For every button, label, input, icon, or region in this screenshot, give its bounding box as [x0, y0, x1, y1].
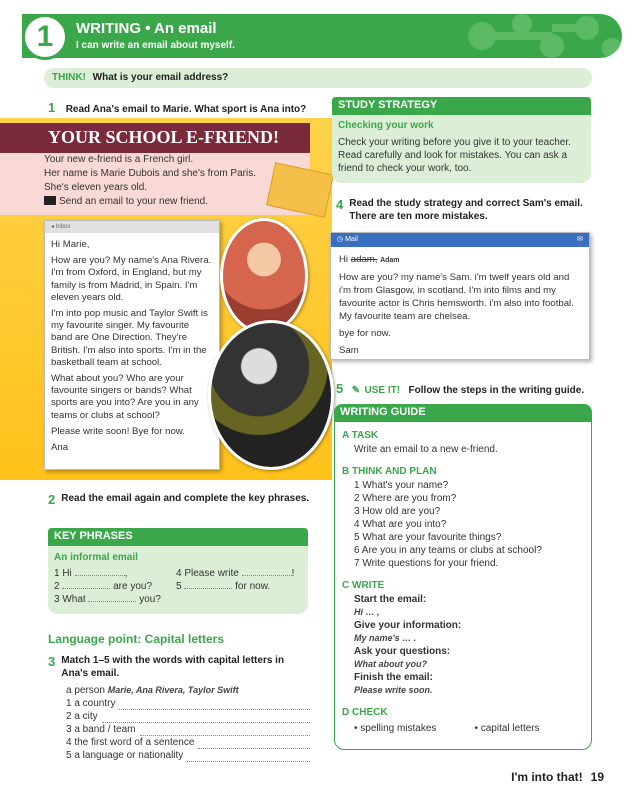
phrase-end: ! — [291, 568, 295, 579]
write-step-example: What about you? — [354, 659, 427, 669]
photo-girl — [220, 218, 308, 334]
section-b-title: B THINK AND PLAN — [342, 466, 437, 477]
writing-guide-title: WRITING GUIDE — [334, 404, 592, 422]
use-it-label: USE IT! — [364, 385, 401, 396]
section-d-title: D CHECK — [342, 707, 388, 718]
footer-title: I'm into that! — [511, 770, 583, 784]
email-signature: Sam — [339, 345, 359, 356]
email-paragraph: How are you? My name's Ana Rivera. I'm from Oxford, in England, but my family is from Madrid, in Spain. I'm eleven years old. — [51, 255, 212, 303]
efriend-line: Your new e-friend is a French girl. — [44, 154, 194, 165]
example-answer: Marie, Ana Rivera, Taylor Swift — [107, 685, 239, 695]
unit-number-badge: 1 — [22, 14, 68, 60]
mail-bar — [331, 233, 589, 247]
task-3 — [48, 654, 310, 680]
match-item: 1 a country — [66, 698, 116, 709]
email-paragraph: bye for now. — [339, 328, 391, 339]
writing-guide-content — [342, 430, 586, 735]
check-item: spelling mistakes — [360, 723, 437, 734]
key-phrases-subtitle: An informal email — [54, 552, 138, 563]
match-item: 3 a band / team — [66, 724, 136, 735]
think-bar — [44, 68, 592, 88]
list-item: 3 How old are you? — [354, 506, 441, 517]
task-text: Match 1–5 with the words with capital letters in Ana's email. — [61, 655, 285, 679]
answer-blank[interactable] — [75, 567, 125, 576]
pattern-decoration — [442, 14, 622, 58]
page-title: WRITING • An email — [76, 20, 217, 37]
write-step-label: Finish the email: — [354, 672, 433, 683]
task-number: 5 — [336, 381, 344, 396]
answer-line[interactable] — [119, 697, 310, 710]
email-paragraph: Please write soon! Bye for now. — [51, 425, 185, 437]
task-number: 2 — [48, 492, 56, 507]
task-2 — [48, 492, 310, 507]
phrase: 3 What — [54, 594, 86, 605]
section-d-list: • spelling mistakes • capital letters — [354, 723, 540, 734]
mail-label: Mail — [345, 236, 358, 243]
write-step-example: My name's … . — [354, 633, 417, 643]
answer-line[interactable] — [102, 710, 310, 723]
envelope-icon — [44, 196, 56, 205]
section-c-list — [354, 593, 586, 697]
phrase-end: , — [124, 568, 128, 579]
task-5 — [336, 380, 584, 398]
section-c-title: C WRITE — [342, 580, 385, 591]
phrase: 1 Hi — [54, 568, 72, 579]
greeting-pre: Hi — [339, 254, 351, 265]
task-1 — [48, 99, 306, 117]
email-greeting: Hi Marie, — [51, 239, 90, 250]
answer-line[interactable] — [187, 749, 310, 762]
task-number: 3 — [48, 654, 56, 669]
envelope-icon: ✉ — [577, 236, 583, 243]
list-item: 1 What's your name? — [354, 480, 449, 491]
answer-blank[interactable] — [88, 593, 136, 602]
task-number: 1 — [48, 100, 56, 115]
check-item: capital letters — [480, 723, 540, 734]
write-step-label: Ask your questions: — [354, 646, 451, 657]
write-step-label: Start the email: — [354, 594, 427, 605]
list-item: 5 What are your favourite things? — [354, 532, 502, 543]
sam-email — [330, 232, 590, 360]
example-label: a person — [66, 685, 105, 696]
list-item: 4 What are you into? — [354, 519, 447, 530]
pencil-icon: ✎ — [351, 385, 361, 396]
task-text: Read Ana's email to Marie. What sport is Ana into? — [65, 104, 307, 115]
key-phrases-content — [54, 552, 304, 606]
think-text: What is your email address? — [92, 72, 229, 83]
write-step-label: Give your information: — [354, 620, 462, 631]
match-item: 5 a language or nationality — [66, 750, 184, 761]
phrase: 5 — [176, 581, 182, 592]
task-number: 4 — [336, 197, 344, 212]
phrase: 2 — [54, 581, 60, 592]
section-a-title: A TASK — [342, 430, 379, 441]
phrase-end: you? — [139, 594, 161, 605]
task-text: Read the study strategy and correct Sam's email. There are ten more mistakes. — [349, 198, 583, 222]
answer-blank[interactable] — [184, 580, 232, 589]
match-item: 2 a city — [66, 711, 98, 722]
section-b-list — [354, 479, 586, 570]
study-strategy-title: STUDY STRATEGY — [332, 97, 591, 115]
answer-blank[interactable] — [62, 580, 110, 589]
efriend-title: YOUR SCHOOL E-FRIEND! — [0, 123, 310, 153]
study-strategy-subtitle: Checking your work — [338, 120, 434, 131]
list-item: 6 Are you in any teams or clubs at school? — [354, 545, 542, 556]
efriend-line: She's eleven years old. — [44, 182, 148, 193]
page-subtitle: I can write an email about myself. — [76, 40, 235, 51]
phrase-end: are you? — [113, 581, 153, 592]
key-phrases-title: KEY PHRASES — [48, 528, 308, 546]
email-paragraph: What about you? Who are your favourite singers or bands? What sports are you into? Are you in any teams or clubs at school? — [51, 373, 199, 421]
study-strategy-text: Check your writing before you give it to your teacher. Read carefully and look for mistakes. You can ask a friend to check your work, too. — [338, 137, 571, 174]
match-item: 4 the first word of a sentence — [66, 737, 195, 748]
inbox-label: Inbox — [55, 224, 71, 230]
list-item: 2 Where are you from? — [354, 493, 457, 504]
efriend-send: Send an email to your new friend. — [59, 196, 208, 207]
answer-line[interactable] — [198, 736, 310, 749]
page-footer — [511, 770, 604, 784]
phrase: 4 Please write — [176, 568, 239, 579]
inbox-bar: ◂ Inbox — [45, 221, 219, 233]
greeting-error: adam, — [350, 254, 378, 265]
list-item: 7 Write questions for your friend. — [354, 558, 499, 569]
greeting-correction: Adam — [380, 257, 400, 264]
think-label: THINK! — [52, 72, 86, 83]
write-step-example: Hi … , — [354, 607, 380, 617]
efriend-line: Her name is Marie Dubois and she's from Paris. — [44, 168, 256, 179]
answer-line[interactable] — [140, 723, 311, 736]
mail-icon: ◷ — [337, 236, 344, 243]
page-number: 19 — [590, 770, 604, 784]
language-point-title: Language point: Capital letters — [48, 632, 225, 646]
section-a-text: Write an email to a new e-friend. — [354, 444, 498, 455]
answer-blank[interactable] — [242, 567, 292, 576]
email-paragraph: I'm into pop music and Taylor Swift is my favourite singer. My favourite band are One Direction. They're British. I'm also into sports. I'm in the basketball team at school. — [51, 308, 208, 368]
task-text: Read the email again and complete the key phrases. — [61, 493, 310, 504]
task-3-list — [66, 684, 310, 762]
phrase-end: for now. — [235, 581, 271, 592]
ana-email — [44, 220, 220, 470]
task-4 — [336, 197, 592, 223]
write-step-example: Please write soon. — [354, 685, 433, 695]
task-text: Follow the steps in the writing guide. — [408, 385, 585, 396]
photo-singer — [208, 320, 334, 470]
email-paragraph: How are you? my name's Sam. i'm twelf years old and i'm from Glasgow, in scotland. I'm into films and my favourite actor is Chris hemsworth. i'm also into footbal. My favourite team are chelsea. — [339, 272, 574, 322]
email-signature: Ana — [51, 442, 69, 454]
